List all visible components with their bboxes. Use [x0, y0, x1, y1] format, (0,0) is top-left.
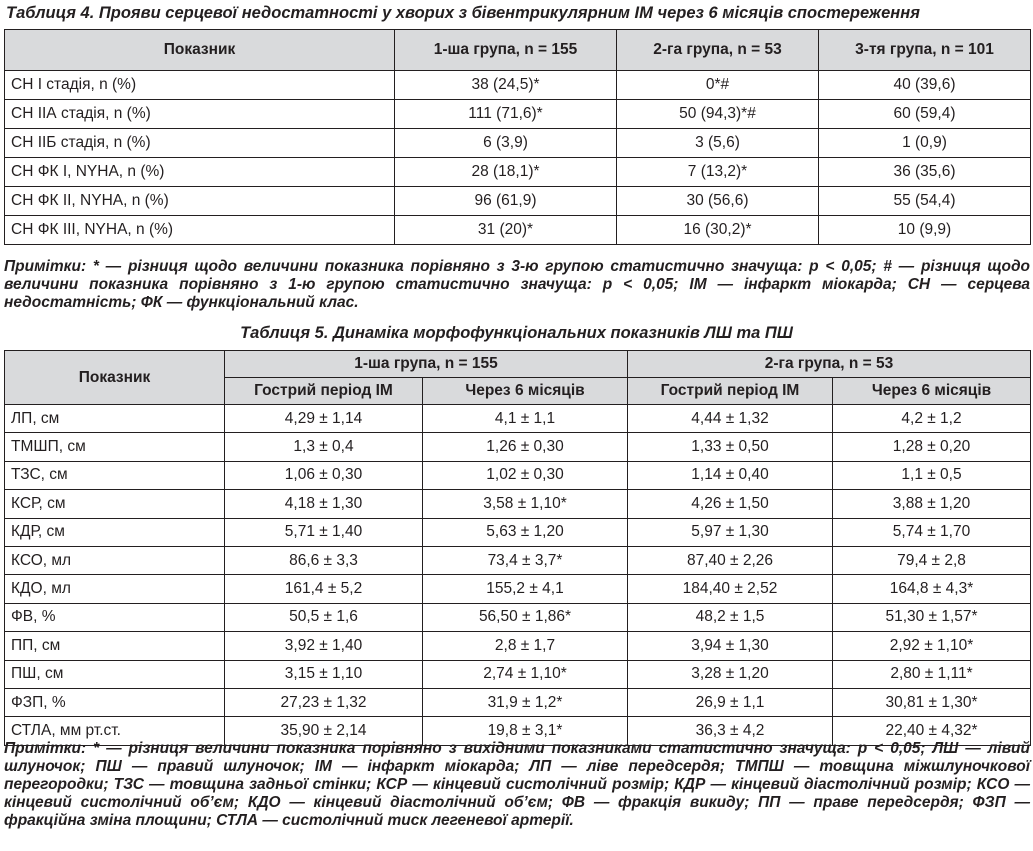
table5-sub-header: Гострий період ІМ [225, 378, 423, 405]
value-cell: 19,8 ± 3,1* [423, 717, 628, 745]
value-cell: 35,90 ± 2,14 [225, 717, 423, 745]
row-label-cell: КДО, мл [5, 575, 225, 603]
value-cell: 40 (39,6) [819, 71, 1031, 100]
row-label-cell: ФЗП, % [5, 688, 225, 716]
value-cell: 73,4 ± 3,7* [423, 546, 628, 574]
value-cell: 1,02 ± 0,30 [423, 461, 628, 489]
table5-group-header: 1-ша група, n = 155 [225, 351, 628, 378]
table4-header-cell: Показник [5, 30, 395, 71]
value-cell: 60 (59,4) [819, 100, 1031, 129]
table5-group-header: 2-га група, n = 53 [628, 351, 1031, 378]
value-cell: 3,94 ± 1,30 [628, 632, 833, 660]
value-cell: 36,3 ± 4,2 [628, 717, 833, 745]
table-row [5, 461, 1031, 489]
row-label-cell: ТЗС, см [5, 461, 225, 489]
table5-caption: Таблиця 5. Динаміка морфофункціональних показників ЛШ та ПШ [240, 324, 793, 342]
value-cell: 38 (24,5)* [395, 71, 617, 100]
table-row [5, 100, 1031, 129]
table4-body [5, 71, 1031, 245]
value-cell: 26,9 ± 1,1 [628, 688, 833, 716]
table5-sub-header: Через 6 місяців [423, 378, 628, 405]
row-label-cell: КСР, см [5, 490, 225, 518]
value-cell: 27,23 ± 1,32 [225, 688, 423, 716]
row-label-cell: СН І стадія, n (%) [5, 71, 395, 100]
value-cell: 1,28 ± 0,20 [833, 433, 1031, 461]
table-row [5, 688, 1031, 716]
table-row [5, 575, 1031, 603]
value-cell: 50,5 ± 1,6 [225, 603, 423, 631]
table4-caption: Таблиця 4. Прояви серцевої недостатності у хворих з бівентрикулярним ІМ через 6 місяців спостереження [6, 4, 920, 22]
value-cell: 3,88 ± 1,20 [833, 490, 1031, 518]
value-cell: 2,92 ± 1,10* [833, 632, 1031, 660]
value-cell: 6 (3,9) [395, 129, 617, 158]
value-cell: 3,92 ± 1,40 [225, 632, 423, 660]
table-row [5, 187, 1031, 216]
row-label-cell: СТЛА, мм рт.ст. [5, 717, 225, 745]
table4-notes: Примітки: * — різниця щодо величини показника порівняно з 3-ю групою статистично значуща: p < 0,05; # — різниця щодо величини показника порівняно з 1-ю групою статистично значуща: p < 0,05; ІМ — інфаркт міокарда; СН — серцева недостатність; ФК — функціональний клас. [4, 258, 1030, 311]
value-cell: 1 (0,9) [819, 129, 1031, 158]
value-cell: 3 (5,6) [617, 129, 819, 158]
table4-header-row [5, 30, 1031, 71]
table5-sub-header: Через 6 місяців [833, 378, 1031, 405]
row-label-cell: СН ІІБ стадія, n (%) [5, 129, 395, 158]
value-cell: 56,50 ± 1,86* [423, 603, 628, 631]
value-cell: 4,44 ± 1,32 [628, 405, 833, 433]
value-cell: 86,6 ± 3,3 [225, 546, 423, 574]
value-cell: 1,33 ± 0,50 [628, 433, 833, 461]
table5 [4, 350, 1031, 746]
table5-body [5, 405, 1031, 746]
table5-indicator-header: Показник [5, 351, 225, 405]
table-row [5, 158, 1031, 187]
value-cell: 30 (56,6) [617, 187, 819, 216]
table4 [4, 29, 1031, 245]
value-cell: 184,40 ± 2,52 [628, 575, 833, 603]
value-cell: 4,2 ± 1,2 [833, 405, 1031, 433]
value-cell: 5,63 ± 1,20 [423, 518, 628, 546]
table-row [5, 603, 1031, 631]
value-cell: 4,29 ± 1,14 [225, 405, 423, 433]
value-cell: 155,2 ± 4,1 [423, 575, 628, 603]
table-row [5, 71, 1031, 100]
table4-header-cell: 1-ша група, n = 155 [395, 30, 617, 71]
value-cell: 1,06 ± 0,30 [225, 461, 423, 489]
table-row [5, 518, 1031, 546]
value-cell: 31 (20)* [395, 216, 617, 245]
value-cell: 1,14 ± 0,40 [628, 461, 833, 489]
value-cell: 22,40 ± 4,32* [833, 717, 1031, 745]
value-cell: 4,18 ± 1,30 [225, 490, 423, 518]
value-cell: 1,26 ± 0,30 [423, 433, 628, 461]
row-label-cell: КСО, мл [5, 546, 225, 574]
table-row [5, 216, 1031, 245]
table-row [5, 546, 1031, 574]
table-row [5, 129, 1031, 158]
row-label-cell: ПП, см [5, 632, 225, 660]
value-cell: 5,71 ± 1,40 [225, 518, 423, 546]
value-cell: 1,1 ± 0,5 [833, 461, 1031, 489]
row-label-cell: ПШ, см [5, 660, 225, 688]
row-label-cell: СН ФК III, NYHA, n (%) [5, 216, 395, 245]
table-row [5, 405, 1031, 433]
row-label-cell: КДР, см [5, 518, 225, 546]
value-cell: 31,9 ± 1,2* [423, 688, 628, 716]
value-cell: 87,40 ± 2,26 [628, 546, 833, 574]
value-cell: 36 (35,6) [819, 158, 1031, 187]
value-cell: 30,81 ± 1,30* [833, 688, 1031, 716]
table5-notes: Примітки: * — різниця величини показника порівняно з вихідними показниками статистично значуща: p < 0,05; ЛШ — лівий шлуночок; ПШ — правий шлуночок; ІМ — інфаркт міокарда; ЛП — ліве передсердя; ТМПШ — товщина міжшлуночкової перегородки; ТЗС — товщина задньої стінки; КСР — кінцевий систолічний розмір; КДР — кінцевий діастолічний розмір; КСО — кінцевий систолічний об’єм; КДО — кінцевий діастолічний об’єм; ФВ — фракція викиду; ПП — праве передсердя; ФЗП — фракційна зміна площини; СТЛА — систолічний тиск легеневої артерії. [4, 740, 1030, 829]
row-label-cell: СН ФК I, NYHA, n (%) [5, 158, 395, 187]
value-cell: 79,4 ± 2,8 [833, 546, 1031, 574]
value-cell: 2,80 ± 1,11* [833, 660, 1031, 688]
row-label-cell: ФВ, % [5, 603, 225, 631]
value-cell: 51,30 ± 1,57* [833, 603, 1031, 631]
table4-header-cell: 3-тя група, n = 101 [819, 30, 1031, 71]
value-cell: 50 (94,3)*# [617, 100, 819, 129]
value-cell: 2,74 ± 1,10* [423, 660, 628, 688]
table-row [5, 660, 1031, 688]
value-cell: 55 (54,4) [819, 187, 1031, 216]
value-cell: 10 (9,9) [819, 216, 1031, 245]
value-cell: 16 (30,2)* [617, 216, 819, 245]
table-row [5, 490, 1031, 518]
value-cell: 7 (13,2)* [617, 158, 819, 187]
row-label-cell: СН ФК II, NYHA, n (%) [5, 187, 395, 216]
value-cell: 48,2 ± 1,5 [628, 603, 833, 631]
value-cell: 28 (18,1)* [395, 158, 617, 187]
value-cell: 4,26 ± 1,50 [628, 490, 833, 518]
value-cell: 4,1 ± 1,1 [423, 405, 628, 433]
table5-sub-header: Гострий період ІМ [628, 378, 833, 405]
value-cell: 161,4 ± 5,2 [225, 575, 423, 603]
table4-header-cell: 2-га група, n = 53 [617, 30, 819, 71]
table-row [5, 632, 1031, 660]
value-cell: 164,8 ± 4,3* [833, 575, 1031, 603]
value-cell: 3,15 ± 1,10 [225, 660, 423, 688]
row-label-cell: ЛП, см [5, 405, 225, 433]
value-cell: 111 (71,6)* [395, 100, 617, 129]
value-cell: 96 (61,9) [395, 187, 617, 216]
value-cell: 5,74 ± 1,70 [833, 518, 1031, 546]
row-label-cell: ТМШП, см [5, 433, 225, 461]
value-cell: 3,28 ± 1,20 [628, 660, 833, 688]
value-cell: 3,58 ± 1,10* [423, 490, 628, 518]
table-row [5, 433, 1031, 461]
value-cell: 1,3 ± 0,4 [225, 433, 423, 461]
value-cell: 0*# [617, 71, 819, 100]
value-cell: 2,8 ± 1,7 [423, 632, 628, 660]
value-cell: 5,97 ± 1,30 [628, 518, 833, 546]
table5-group-header-row [5, 351, 1031, 378]
row-label-cell: СН ІІА стадія, n (%) [5, 100, 395, 129]
